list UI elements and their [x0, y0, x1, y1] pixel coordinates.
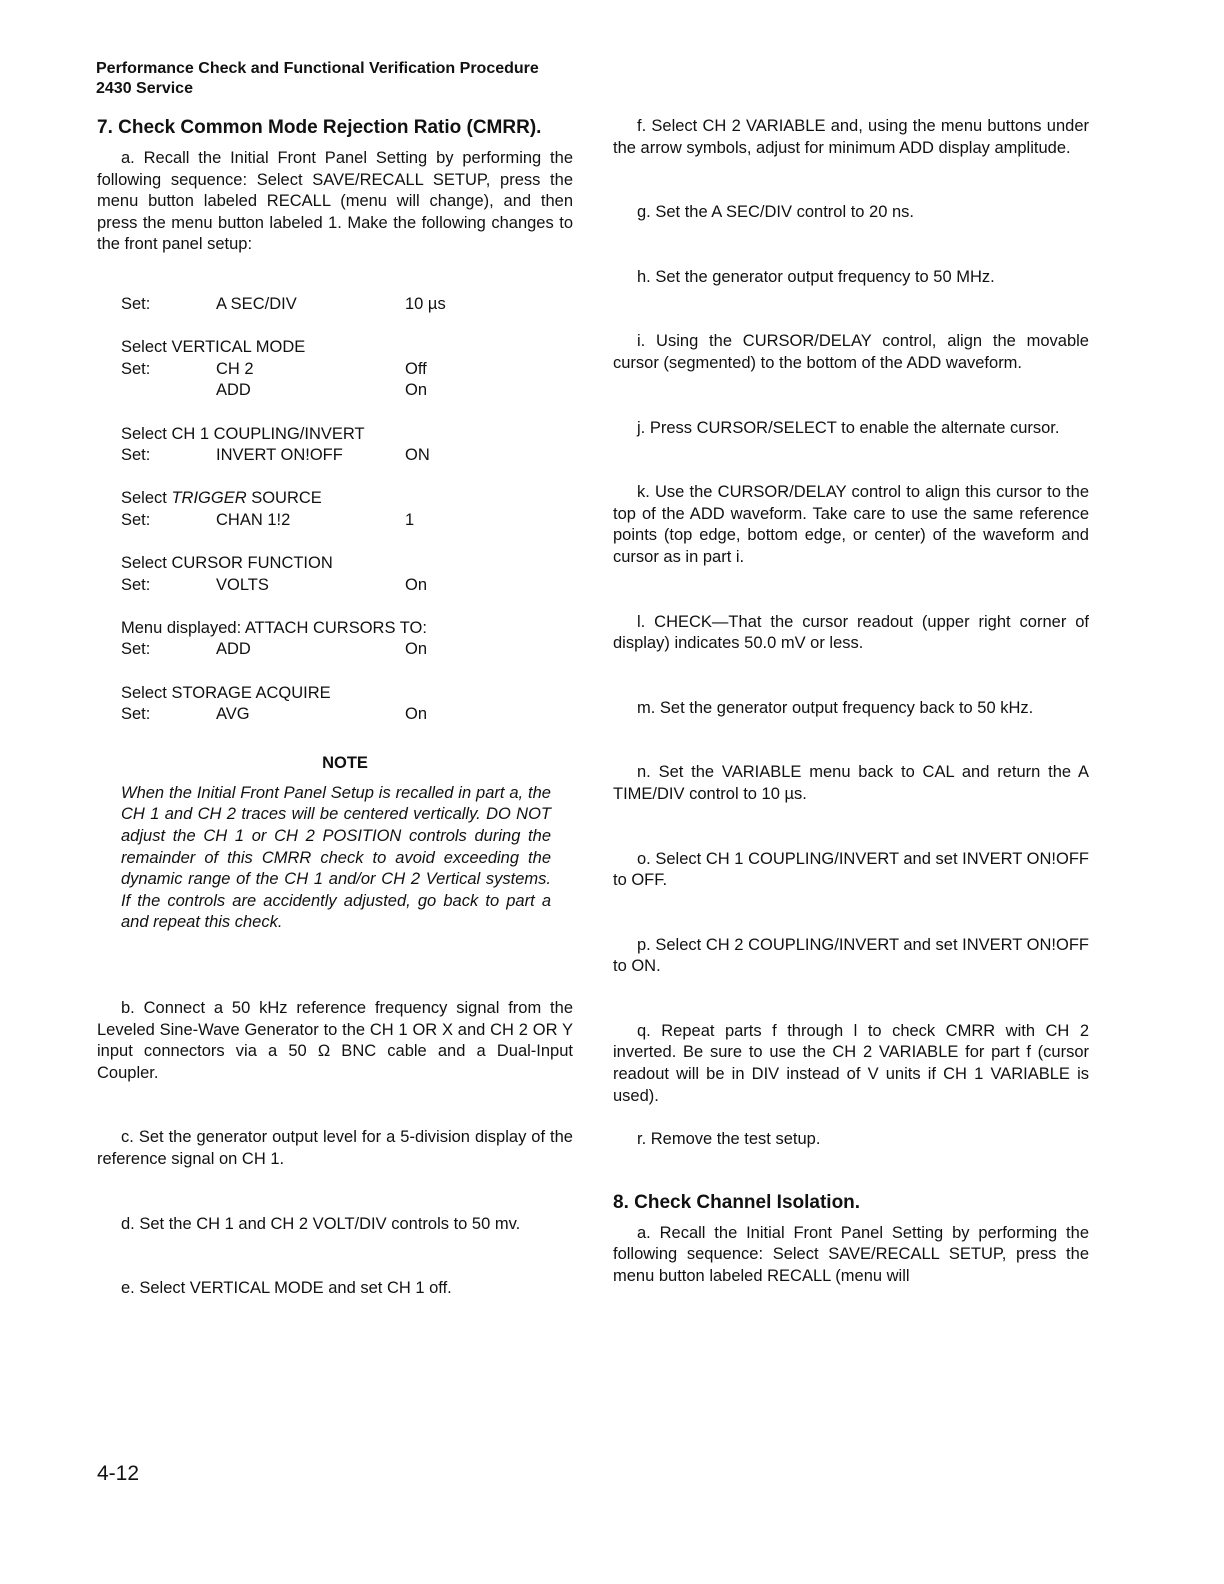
- section-8-title: 8. Check Channel Isolation.: [613, 1191, 861, 1213]
- section-7-title: 7. Check Common Mode Rejection Ratio (CMRR).: [97, 117, 542, 138]
- setup-value: Off: [405, 359, 427, 378]
- setup-row: [97, 445, 573, 467]
- setup-control: INVERT ON!OFF: [216, 446, 343, 465]
- step-7c: c. Set the generator output level for a 5-division display of the reference signal on CH 1.: [97, 1128, 573, 1168]
- page-number: 4-12: [97, 1462, 140, 1485]
- header-title: Performance Check and Functional Verification Procedure: [96, 60, 539, 77]
- setup-heading: Menu displayed: ATTACH CURSORS TO:: [121, 618, 427, 637]
- step-7p: p. Select CH 2 COUPLING/INVERT and set INVERT ON!OFF to ON.: [613, 935, 1089, 976]
- setup-group: [97, 294, 573, 316]
- setup-label: Set:: [121, 640, 151, 659]
- step-7f: f. Select CH 2 VARIABLE and, using the menu buttons under the arrow symbols, adjust for minimum ADD display amplitude.: [613, 117, 1089, 157]
- setup-group: [97, 683, 573, 726]
- step-7a: a. Recall the Initial Front Panel Setting by performing the following sequence: Select SAVE/RECALL SETUP, press the menu button labeled RECALL (menu will change), and then press the menu button labeled 1. Make the following changes to the front panel setup:: [97, 149, 573, 254]
- setup-group: [97, 337, 573, 402]
- setup-group: [97, 553, 573, 596]
- setup-value: ON: [405, 446, 430, 465]
- setup-value: 1: [405, 510, 415, 529]
- step-7q: q. Repeat parts f through l to check CMRR with CH 2 inverted. Be sure to use the CH 2 VARIABLE for part f (cursor readout will be in DIV instead of V units if CH 1 VARIABLE is used).: [613, 1021, 1089, 1105]
- setup-label: Set:: [121, 359, 151, 378]
- setup-heading: Select CURSOR FUNCTION: [121, 554, 333, 573]
- step-7h: h. Set the generator output frequency to 50 MHz.: [637, 267, 995, 286]
- setup-control: VOLTS: [216, 575, 269, 594]
- setup-value: On: [405, 705, 428, 724]
- left-column: [97, 116, 573, 1300]
- step-7g: g. Set the A SEC/DIV control to 20 ns.: [637, 203, 914, 222]
- setup-row: [97, 380, 573, 402]
- setup-value: On: [405, 640, 428, 659]
- setup-control: ADD: [216, 640, 251, 659]
- setup-control: A SEC/DIV: [216, 294, 297, 313]
- setup-value: On: [405, 381, 428, 400]
- setup-row: [97, 704, 573, 726]
- setup-heading: Select TRIGGER SOURCE: [121, 489, 322, 508]
- setup-value: 10 µs: [405, 294, 446, 313]
- setup-heading: Select CH 1 COUPLING/INVERT: [121, 424, 365, 443]
- note-title: NOTE: [322, 753, 368, 772]
- step-7m: m. Set the generator output frequency back to 50 kHz.: [637, 698, 1034, 717]
- step-7b: b. Connect a 50 kHz reference frequency signal from the Leveled Sine-Wave Generator to the CH 1 OR X and CH 2 OR Y input connectors via a 50 Ω BNC cable and a Dual-Input Coupler.: [97, 999, 573, 1082]
- step-7e: e. Select VERTICAL MODE and set CH 1 off.: [121, 1279, 452, 1298]
- setup-control: CH 2: [216, 359, 254, 378]
- step-7d: d. Set the CH 1 and CH 2 VOLT/DIV controls to 50 mv.: [121, 1214, 521, 1233]
- setup-control: AVG: [216, 705, 250, 724]
- setup-label: Set:: [121, 446, 151, 465]
- setup-row: [97, 359, 573, 381]
- setup-label: Set:: [121, 575, 151, 594]
- setup-label: Set:: [121, 705, 151, 724]
- step-7l: l. CHECK—That the cursor readout (upper right corner of display) indicates 50.0 mV or less.: [613, 612, 1089, 653]
- step-7k: k. Use the CURSOR/DELAY control to align this cursor to the top of the ADD waveform. Take care to use the same reference points (top edge, bottom edge, or center) of the waveform and cursor as in part i.: [613, 483, 1089, 566]
- setup-row: [97, 510, 573, 532]
- page-header: [96, 59, 539, 99]
- setup-heading: Select STORAGE ACQUIRE: [121, 683, 331, 702]
- setup-group: [97, 618, 573, 661]
- setup-label: Set:: [121, 294, 151, 313]
- setup-table: [97, 294, 573, 726]
- step-7i: i. Using the CURSOR/DELAY control, align the movable cursor (segmented) to the bottom of the ADD waveform.: [613, 332, 1089, 372]
- setup-value: On: [405, 575, 428, 594]
- setup-group: [97, 424, 573, 467]
- step-7o: o. Select CH 1 COUPLING/INVERT and set INVERT ON!OFF to OFF.: [613, 849, 1089, 890]
- note-body: When the Initial Front Panel Setup is recalled in part a, the CH 1 and CH 2 traces will be centered vertically. DO NOT adjust the CH 1 or CH 2 POSITION controls during the remainder of this CMRR check to avoid exceeding the dynamic range of the CH 1 and/or CH 2 Vertical systems. If the controls are accidently adjusted, go back to part a and repeat this check.: [121, 783, 551, 932]
- setup-row: [97, 294, 573, 316]
- setup-heading: Select VERTICAL MODE: [121, 338, 306, 357]
- step-7r: r. Remove the test setup.: [637, 1130, 821, 1149]
- setup-row: [97, 639, 573, 661]
- header-subtitle: 2430 Service: [96, 80, 193, 97]
- step-7j: j. Press CURSOR/SELECT to enable the alternate cursor.: [637, 418, 1060, 437]
- setup-label: Set:: [121, 510, 151, 529]
- setup-control: ADD: [216, 381, 251, 400]
- setup-control: CHAN 1!2: [216, 510, 291, 529]
- right-column: [613, 116, 1089, 1288]
- setup-row: [97, 575, 573, 597]
- step-7n: n. Set the VARIABLE menu back to CAL and return the A TIME/DIV control to 10 µs.: [613, 763, 1089, 803]
- setup-group: [97, 488, 573, 531]
- step-8a: a. Recall the Initial Front Panel Setting by performing the following sequence: Select SAVE/RECALL SETUP, press the menu button labeled RECALL (menu will: [613, 1223, 1089, 1286]
